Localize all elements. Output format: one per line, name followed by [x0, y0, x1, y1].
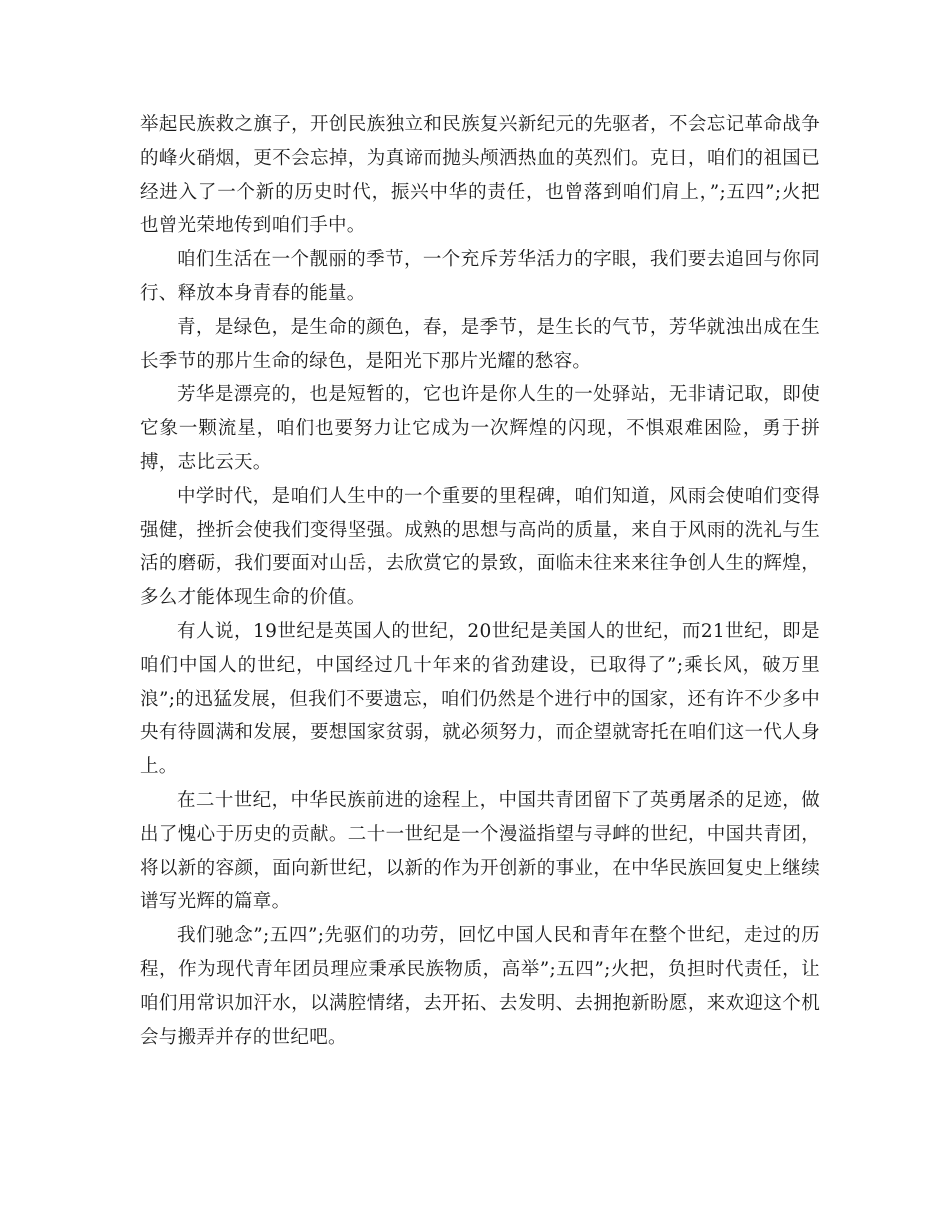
paragraph-4: 芳华是漂亮的，也是短暂的，它也许是你人生的一处驿站，无非请记取，即使它象一颗流星，咱们也要努力让它成为一次辉煌的闪现，不惧艰难困险，勇于拼搏，志比云天。 — [140, 384, 820, 473]
document-body — [140, 108, 820, 1054]
paragraph-6: 有人说，19世纪是英国人的世纪，20世纪是美国人的世纪，而21世纪，即是咱们中国人的世纪，中国经过几十年来的省劲建设，已取得了”;乘长风，破万里浪”;的迅猛发展，但我们不要遗忘，咱们仍然是个进行中的国家，还有许不少多中央有待圆满和发展，要想国家贫弱，就必须努力，而企望就寄托在咱们这一代人身上。 — [140, 620, 820, 778]
paragraph-1: 举起民族救之旗子，开创民族独立和民族复兴新纪元的先驱者，不会忘记革命战争的峰火硝烟，更不会忘掉，为真谛而抛头颅洒热血的英烈们。克日，咱们的祖国已经进入了一个新的历史时代，振兴中华的责任，也曾落到咱们肩上，”;五四”;火把也曾光荣地传到咱们手中。 — [140, 114, 820, 237]
paragraph-8: 我们驰念”;五四”;先驱们的功劳，回忆中国人民和青年在整个世纪，走过的历程，作为现代青年团员理应秉承民族物质，高举”;五四”;火把，负担时代责任，让咱们用常识加汗水，以满腔情绪，去开拓、去发明、去拥抱新盼愿，来欢迎这个机会与搬弄并存的世纪吧。 — [140, 925, 820, 1048]
paragraph-7: 在二十世纪，中华民族前进的途程上，中国共青团留下了英勇屠杀的足迹，做出了愧心于历史的贡献。二十一世纪是一个漫溢指望与寻衅的世纪，中国共青团，将以新的容颜，面向新世纪，以新的作为开创新的事业，在中华民族回复史上继续谱写光辉的篇章。 — [140, 789, 820, 913]
paragraph-3: 青，是绿色，是生命的颜色，春，是季节，是生长的气节，芳华就浊出成在生长季节的那片生命的绿色，是阳光下那片光耀的愁容。 — [140, 316, 820, 372]
paragraph-2: 咱们生活在一个靓丽的季节，一个充斥芳华活力的字眼，我们要去追回与你同行、释放本身青春的能量。 — [140, 249, 820, 304]
paragraph-5: 中学时代，是咱们人生中的一个重要的里程碑，咱们知道，风雨会使咱们变得强健，挫折会使我们变得坚强。成熟的思想与高尚的质量，来自于风雨的洗礼与生活的磨砺，我们要面对山岳，去欣赏它的景致，面临未往来来往争创人生的辉煌，多么才能体现生命的价值。 — [140, 485, 820, 609]
